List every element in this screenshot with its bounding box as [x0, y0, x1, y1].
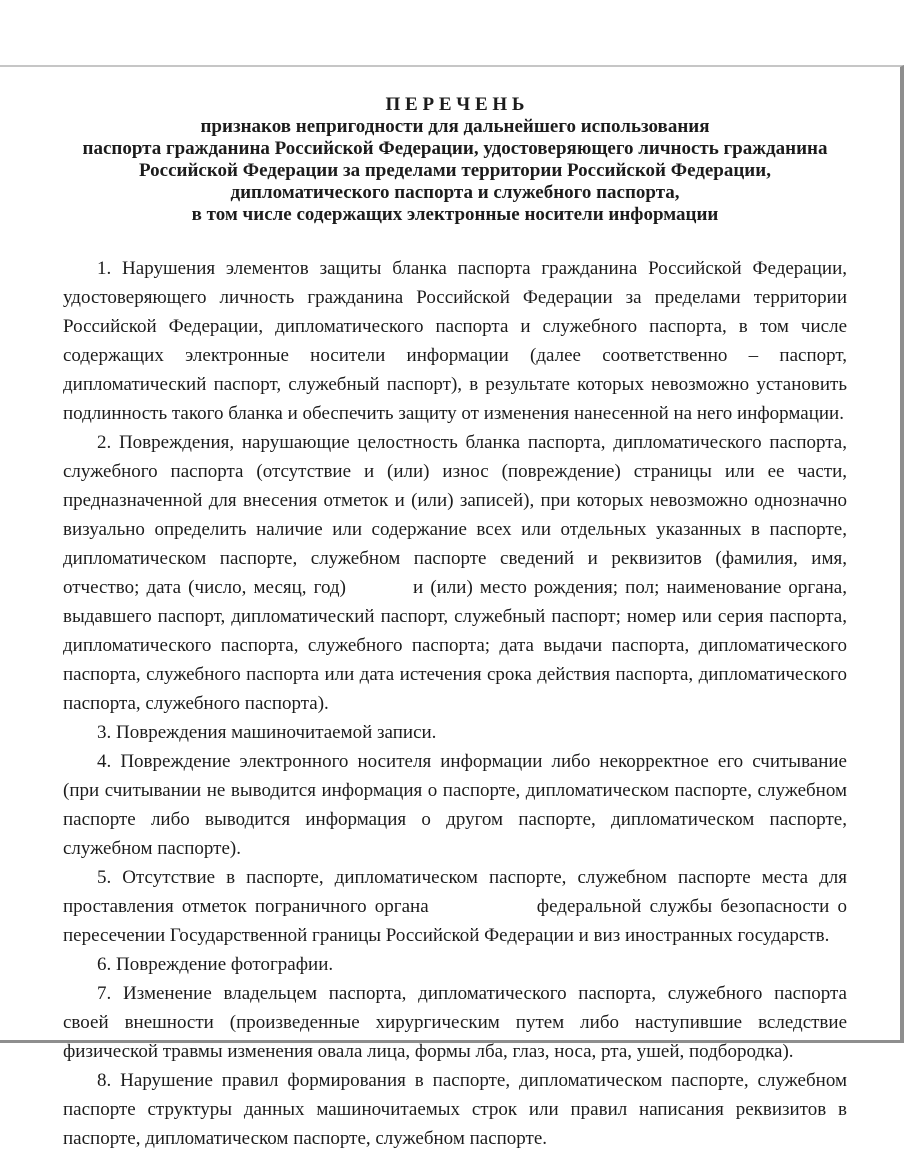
- text-gap: [429, 911, 529, 912]
- paragraph-text: федеральной службы безопасности о пересечении Государственной границы Российской Федерации и виз иностранных государств.: [63, 896, 847, 946]
- paragraph: [63, 718, 847, 747]
- paragraph: [63, 747, 847, 863]
- paragraph: [63, 950, 847, 979]
- paragraph-text: 1. Нарушения элементов защиты бланка паспорта гражданина Российской Федерации, удостоверяющего личность гражданина Российской Федерации за пределами территории Российской Федерации, дипломатического паспорта и служебного паспорта, в том числе содержащих электронные носители информации (далее соответственно – паспорт, дипломатический паспорт, служебный паспорт), в результате которых невозможно установить подлинность такого бланка и обеспечить защиту от изменения нанесенной на него информации.: [63, 258, 847, 424]
- document-body: [63, 254, 847, 1153]
- title-line: дипломатического паспорта и служебного паспорта,: [230, 182, 680, 203]
- paragraph-text: 4. Повреждение электронного носителя информации либо некорректное его считывание (при считывании не выводится информация о паспорте, дипломатическом паспорте, служебном паспорте либо выводится информация о другом паспорте, дипломатическом паспорте, служебном паспорте).: [63, 751, 847, 859]
- paragraph-text: 3. Повреждения машиночитаемой записи.: [97, 722, 437, 743]
- title-line: Российской Федерации за пределами территории Российской Федерации,: [139, 160, 771, 181]
- paragraph: [63, 863, 847, 950]
- text-gap: [346, 592, 406, 593]
- paragraph-text: 5. Отсутствие в паспорте, дипломатическом паспорте, служебном паспорте места для проставления отметок пограничного органа: [63, 867, 847, 917]
- paragraph: [63, 254, 847, 428]
- paragraph-text: 8. Нарушение правил формирования в паспорте, дипломатическом паспорте, служебном паспорте структуры данных машиночитаемых строк или правил написания реквизитов в паспорте, дипломатическом паспорте, служебном паспорте.: [63, 1070, 847, 1149]
- document-page: [63, 94, 847, 1153]
- paragraph: [63, 1066, 847, 1153]
- document-title: [63, 94, 847, 226]
- title-line: в том числе содержащих электронные носители информации: [191, 204, 719, 225]
- paragraph-text: 6. Повреждение фотографии.: [97, 954, 334, 975]
- paragraph-text: и (или) место рождения; пол; наименование органа, выдавшего паспорт, дипломатический паспорт, служебный паспорт; номер или серия паспорта, дипломатического паспорта, служебного паспорта; дата выдачи паспорта, дипломатического паспорта, служебного паспорта или дата истечения срока действия паспорта, дипломатического паспорта, служебного паспорта).: [63, 577, 847, 714]
- paragraph-text: 7. Изменение владельцем паспорта, дипломатического паспорта, служебного паспорта своей внешности (произведенные хирургическим путем либо наступившие вследствие физической травмы изменения овала лица, формы лба, глаз, носа, рта, ушей, подбородка).: [63, 983, 847, 1062]
- paragraph: [63, 979, 847, 1066]
- title-line: П Е Р Е Ч Е Н Ь: [385, 94, 525, 115]
- title-line: паспорта гражданина Российской Федерации, удостоверяющего личность гражданина: [82, 138, 828, 159]
- paragraph-text: 2. Повреждения, нарушающие целостность бланка паспорта, дипломатического паспорта, служебного паспорта (отсутствие и (или) износ (повреждение) страницы или ее части, предназначенной для внесения отметок и (или) записей), при которых невозможно однозначно визуально определить наличие или содержание всех или отдельных указанных в паспорте, дипломатическом паспорте, служебном паспорте сведений и реквизитов (фамилия, имя, отчество; дата (число, месяц, год): [63, 432, 847, 598]
- paragraph: [63, 428, 847, 718]
- title-line: признаков непригодности для дальнейшего использования: [200, 116, 710, 137]
